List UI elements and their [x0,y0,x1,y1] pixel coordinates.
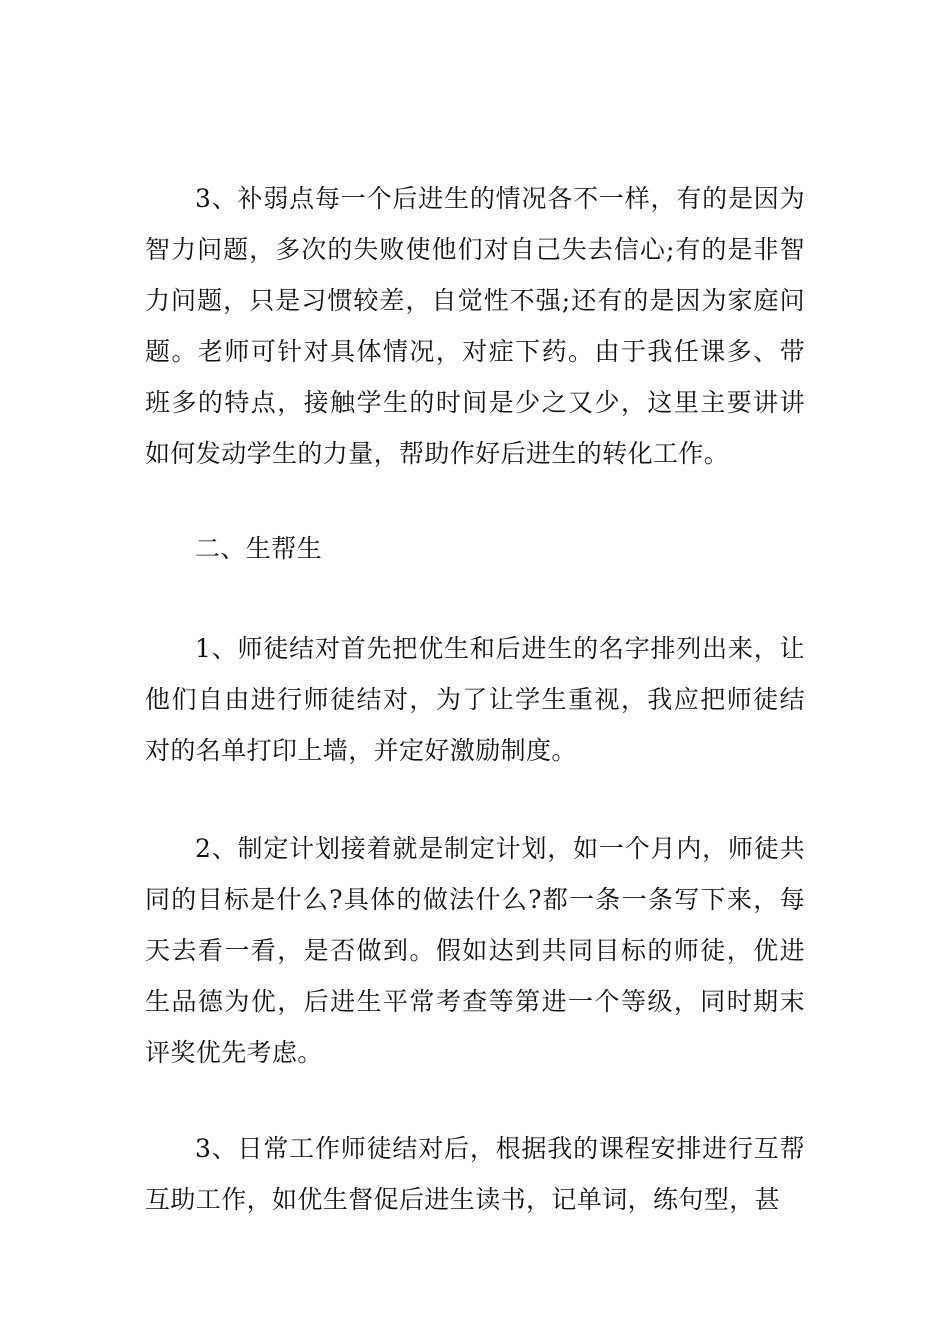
paragraph-daily-work: 3、日常工作师徒结对后，根据我的课程安排进行互帮互助工作，如优生督促后进生读书，记单词，练句型，甚 [145,1134,805,1214]
paragraph-weak-points: 3、补弱点每一个后进生的情况各不一样，有的是因为智力问题，多次的失败使他们对自己失去信心;有的是非智力问题，只是习惯较差，自觉性不强;还有的是因为家庭问题。老师可针对具体情况，对症下药。由于我任课多、带班多的特点，接触学生的时间是少之又少，这里主要讲讲如何发动学生的力量，帮助作好后进生的转化工作。 [145,184,805,468]
section-heading: 二、生帮生 [195,534,323,563]
paragraph-mentor-pairing: 1、师徒结对首先把优生和后进生的名字排列出来，让他们自由进行师徒结对，为了让学生重视，我应把师徒结对的名单打印上墙，并定好激励制度。 [145,634,805,765]
paragraph-make-plan: 2、制定计划接着就是制定计划，如一个月内，师徒共同的目标是什么?具体的做法什么?都一条一条写下来，每天去看一看，是否做到。假如达到共同目标的师徒，优进生品德为优，后进生平常考查等第进一个等级，同时期末评奖优先考虑。 [145,834,805,1067]
